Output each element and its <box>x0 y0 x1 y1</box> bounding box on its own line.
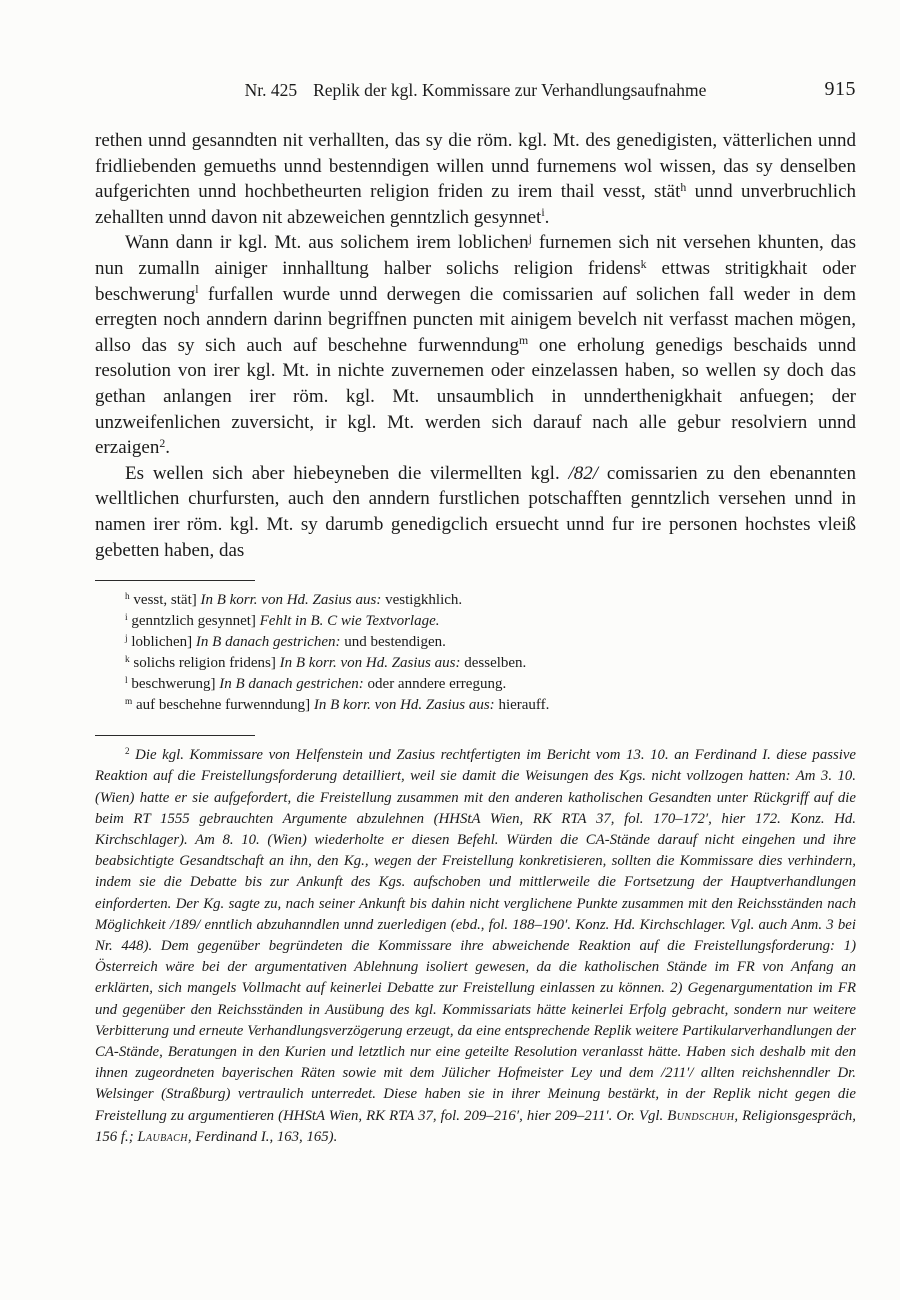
body-paragraph-2: Wann dann ir kgl. Mt. aus solichem irem loblichen$^j$ furnemen sich nit versehen khunten, das nun zumalln ainiger innhalltung halber solichs religion fridens$^k$ ettwas stritigkhait oder beschwerung$^l$ furfallen wurde unnd derwegen die comissarien auf solichen fall weder in dem erregten noch anndern darinn begriffnen puncten mit ainigem bevelch nit verfasst machen mögen, allso das sy sich auch auf beschehne furwenndung$^m$ one erholung genedigs beschaids unnd resolution von irer kgl. Mt. in nichte zuvernemen oder einzelassen haben, so wellen sy doch das gethan anlangen irer röm. kgl. Mt. unsaumblich in unnderthenigkhait anfuegen; der unzweifenlichen zuversicht, ir kgl. Mt. werden sich darauf nach alle gebur resolviern unnd erzaigen$^2$. <box>95 231 857 459</box>
apparatus-note-j: $^j$ loblichen] In B danach gestrichen: und bestendigen. <box>125 633 446 651</box>
apparatus-note-h: $^h$ vesst, stät] In B korr. von Hd. Zasius aus: vestigkhlich. <box>125 591 463 609</box>
apparatus-note-i: $^i$ genntzlich gesynnet] Fehlt in B. C wie Textvorlage. <box>125 612 440 630</box>
footnote-divider-rule <box>95 735 255 736</box>
apparatus-note-k: $^k$ solichs religion fridens] In B korr. von Hd. Zasius aus: desselben. <box>125 654 527 672</box>
footnote-2: $^2$ Die kgl. Kommissare von Helfenstein und Zasius rechtfertigten im Bericht vom 13. 10. an Ferdinand I. diese passive Reaktion auf die Freistellungsforderung detailliert, weil sie damit die Weisungen des Kgs. nicht vollzogen hatten: Am 3. 10. (Wien) hatte er sie aufgefordert, die Freistellung zusammen mit den anderen katholischen Gesandten unter Rückgriff auf die beim RT 1555 gebrauchten Argumente abzulehnen (HHStA Wien, RK RTA 37, fol. 170–172′, hier 172. Konz. Hd. Kirchschlager). Am 8. 10. (Wien) wiederholte er diesen Befehl. Würden die CA-Stände darauf nicht eingehen und ihre beabsichtigte Gesandtschaft an ihn, den Kg., wegen der Freistellung konkretisieren, sollten die Kommissare dies verhindern, indem sie die Debatte bis zur Ankunft des Kgs. aufschoben und mittlerweile die Fortsetzung der Hauptverhandlungen einforderten. Der Kg. sagte zu, nach seiner Ankunft bis dahin nicht verglichene Punkte zusammen mit den Reichsständen nach Möglichkeit /189/ enntlich abzuhanndlen unnd zuerledigen (ebd., fol. 188–190′. Konz. Hd. Kirchschlager. Vgl. auch Anm. 3 bei Nr. 448). Dem gegenüber begründeten die Kommissare ihre abweichende Reaktion auf die Freistellungsforderung: 1) Österreich wäre bei der argumentativen Ablehnung isoliert gewesen, da die katholischen Stände im FR von Anfang an erklärten, sich mangels Vollmacht auf keinerlei Debatte zur Freistellung einlassen zu können. 2) Gegenargumentation im FR und gegenüber den Reichsständen in Ausübung des kgl. Kommissariats hätte keinerlei Erfolg gebracht, sondern nur weitere Verbitterung und erneute Verhandlungsverzögerung erzeugt, da eine entsprechende Replik weitere Partikularverhandlungen der CA-Stände, Beratungen in den Kurien und letztlich nur eine geteilte Resolution veranlasst hätte. Haben sich deshalb mit den ihnen zugeordneten bayerischen Räten sowie mit dem Jülicher Hofmeister Ley und dem /211′/ allten reichshenndler Dr. Welsinger (Straßburg) vertraulich unterredet. Diese haben sie in ihrer Meinung bestärkt, in der Replik nicht gegen die Freistellung zu argumentieren (HHStA Wien, RK RTA 37, fol. 209–216′, hier 209–211′. Or. Vgl. Bundschuh, Religionsgespräch, 156 f.; Laubach, Ferdinand I., 163, 165). <box>95 746 856 1145</box>
running-head <box>95 80 856 101</box>
apparatus-note-l: $^l$ beschwerung] In B danach gestrichen: oder anndere erregung. <box>125 675 507 693</box>
body-paragraph-1: rethen unnd gesanndten nit verhallten, das sy die röm. kgl. Mt. des genedigisten, vätterlichen unnd fridliebenden gemueths unnd bestenndigen willen unnd furnemens wol wissen, das sy denselben aufgerichten unnd hochbetheurten religion friden zu irem thail vesst, stät$^h$ unnd unverbruchlich zehallten unnd davon nit abzeweichen genntzlich gesynnet$^i$. <box>95 130 857 228</box>
commentary-footnotes <box>95 735 856 1148</box>
page-number: 915 <box>824 78 856 100</box>
running-title: Replik der kgl. Kommissare zur Verhandlungsaufnahme <box>313 80 707 100</box>
main-text-block <box>95 128 856 563</box>
body-paragraph-3: Es wellen sich aber hiebeyneben die vilermellten kgl. /82/ comissarien zu den ebenannten welltlichen churfursten, auch den anndern furstlichen potschafften genntzlich versehen unnd in namen irer röm. kgl. Mt. sy darumb genedigclich ersuecht unnd fur ire personen hochstes vleiß gebetten haben, das <box>95 462 856 561</box>
critical-apparatus <box>95 580 856 716</box>
apparatus-divider-rule <box>95 580 255 581</box>
document-number: Nr. 425 <box>244 80 298 100</box>
apparatus-note-m: $^m$ auf beschehne furwenndung] In B korr. von Hd. Zasius aus: hierauff. <box>125 696 550 714</box>
